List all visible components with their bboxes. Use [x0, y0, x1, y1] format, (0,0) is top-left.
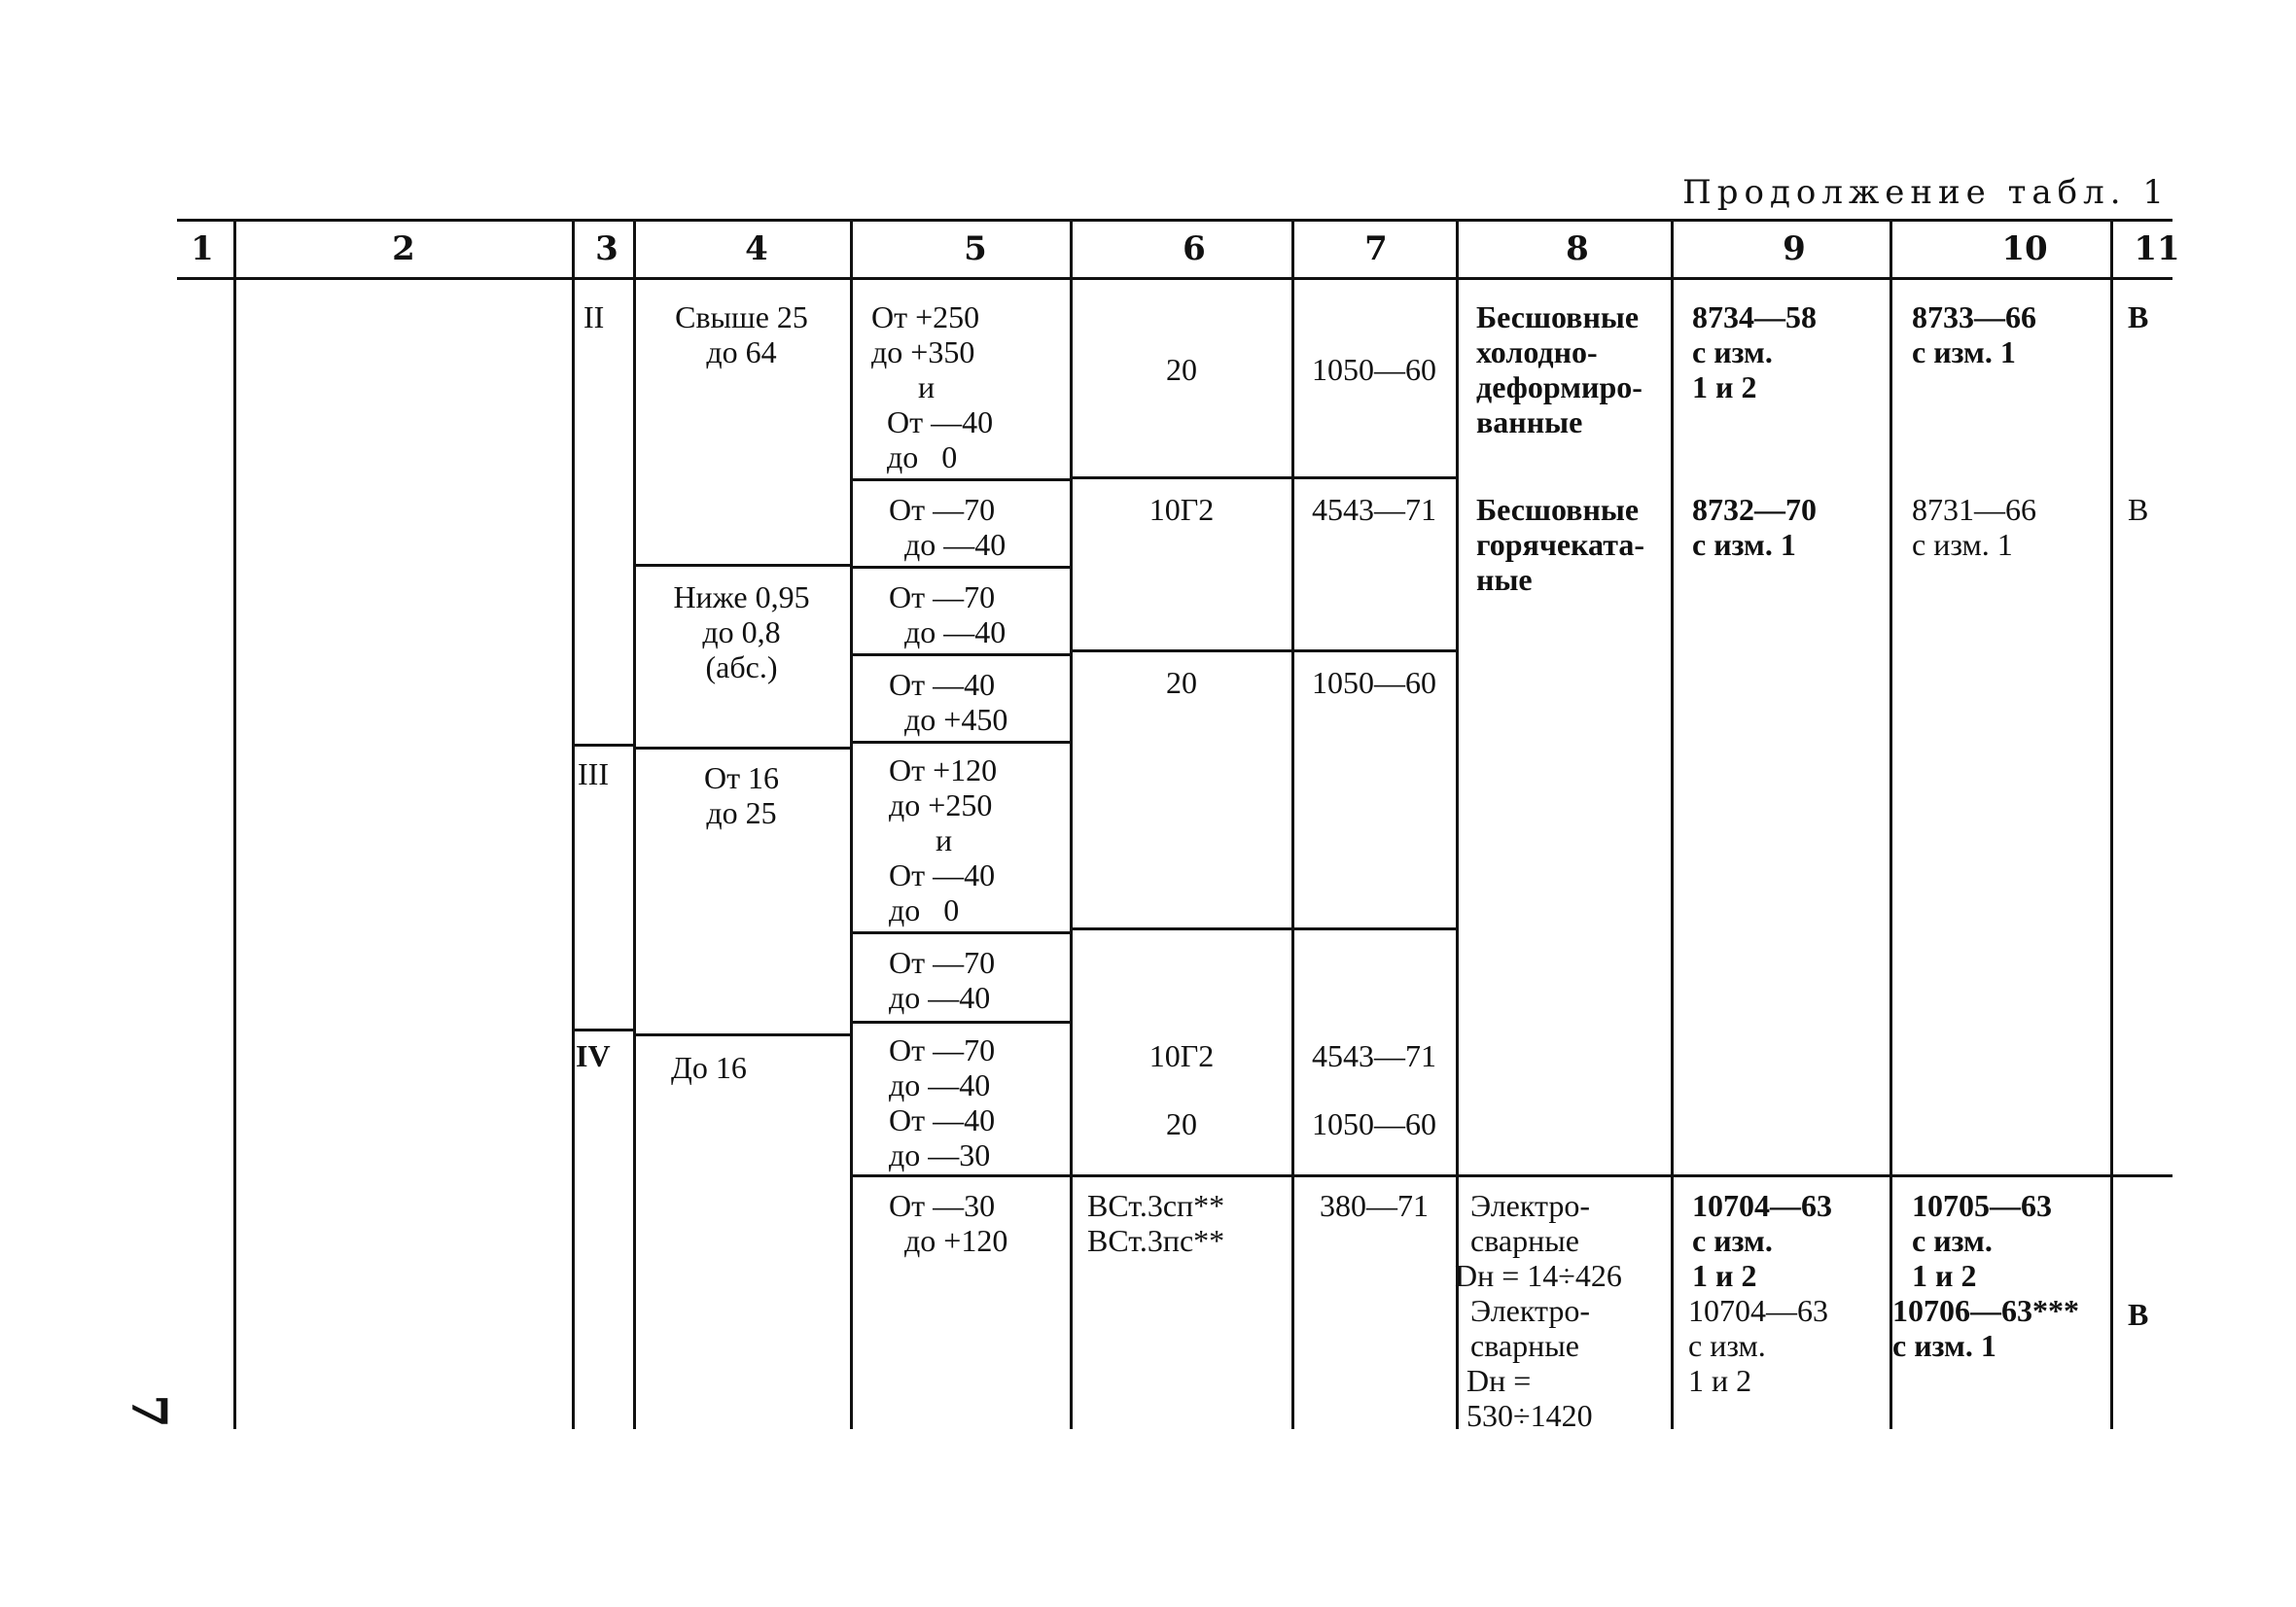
temp-range-a: От +250 до +350 и От —40 до 0 [871, 299, 994, 474]
temp-range-e: От +120 до +250 и От —40 до 0 [889, 752, 998, 927]
header-col-8: 8 [1566, 229, 1589, 268]
steel-grade-g2: 20 [1166, 1106, 1197, 1141]
rule-col3-II-III [572, 744, 633, 747]
pipe-type-h1: Электро- сварные [1470, 1188, 1591, 1258]
steel-grade-b: 10Г2 [1148, 492, 1215, 527]
steel-grade-d: 20 [1166, 665, 1197, 700]
header-bottom-rule [177, 277, 2172, 280]
class-label-III: III [578, 756, 609, 791]
header-top-rule [177, 219, 2172, 222]
rule-col5-e [850, 931, 1070, 934]
col-divider-3-4 [633, 219, 636, 1429]
pressure-range-3: От 16 до 25 [703, 760, 780, 830]
col-divider-5-6 [1070, 219, 1073, 1429]
pipe-type-a: Бесшовные холодно- деформиро- ванные [1476, 299, 1643, 439]
rule-col4-r1 [633, 564, 850, 567]
steel-grade-a: 20 [1166, 352, 1197, 387]
pipe-diameter-h2: Dн = 530÷1420 [1466, 1363, 1593, 1433]
header-col-7: 7 [1364, 229, 1388, 268]
pressure-range-4: До 16 [671, 1050, 747, 1085]
steel-grade-g1: 10Г2 [1148, 1038, 1215, 1073]
steel-standard-h: 380—71 [1320, 1188, 1429, 1223]
page-number: 7 [120, 1394, 178, 1428]
rule-col5-a [850, 478, 1070, 481]
pipe-standard-b: 8732—70 с изм. 1 [1692, 492, 1817, 562]
pressure-range-1: Свыше 25 до 64 [675, 299, 808, 369]
rule-col5-c [850, 653, 1070, 656]
pipe-type-b: Бесшовные горячеката- ные [1476, 492, 1644, 597]
header-col-11: 11 [2134, 229, 2180, 268]
steel-standard-g1: 4543—71 [1312, 1038, 1436, 1073]
group-mark-h: В [2128, 1297, 2149, 1332]
rule-col8-11-h [1456, 1174, 2172, 1177]
header-col-5: 5 [964, 229, 987, 268]
pipe-standard-h1: 10704—63 с изм. 1 и 2 [1692, 1188, 1832, 1293]
table-caption: Продолжение табл. 1 [1682, 173, 2170, 212]
group-mark-b: В [2128, 492, 2149, 527]
steel-standard-d: 1050—60 [1312, 665, 1436, 700]
col-divider-7-8 [1456, 219, 1459, 1429]
header-col-6: 6 [1183, 229, 1206, 268]
rule-col67-e [1070, 927, 1456, 930]
header-col-4: 4 [745, 229, 768, 268]
steel-grade-h: ВСт.3сп** ВСт.3пс** [1087, 1188, 1225, 1258]
temp-range-b: От —70 до —40 [889, 492, 1007, 562]
header-col-10: 10 [2001, 229, 2048, 268]
steel-standard-a: 1050—60 [1312, 352, 1436, 387]
rule-col5-d [850, 741, 1070, 744]
rule-col67-a [1070, 476, 1456, 479]
header-col-2: 2 [392, 229, 415, 268]
class-label-II: II [583, 299, 605, 334]
class-label-IV: IV [576, 1038, 611, 1073]
group-mark-a: В [2128, 299, 2149, 334]
pressure-range-2: Ниже 0,95 до 0,8 (абс.) [673, 579, 810, 684]
col-divider-8-9 [1671, 219, 1674, 1429]
temp-range-h: От —30 до +120 [889, 1188, 1008, 1258]
pipe-standard-h2: 10704—63 с изм. 1 и 2 [1688, 1293, 1828, 1398]
rule-col67-g [1070, 1174, 1456, 1177]
rule-col5-f [850, 1021, 1070, 1024]
pipe-diameter-h1: Dн = 14÷426 [1455, 1258, 1622, 1293]
rule-col5-g [850, 1174, 1070, 1177]
spec-standard-h2: 10706—63*** с изм. 1 [1892, 1293, 2079, 1363]
spec-standard-h1: 10705—63 с изм. 1 и 2 [1912, 1188, 2052, 1293]
temp-range-d: От —40 до +450 [889, 667, 1008, 737]
col-divider-6-7 [1291, 219, 1294, 1429]
rule-col5-b [850, 566, 1070, 569]
header-col-1: 1 [191, 229, 214, 268]
steel-standard-g2: 1050—60 [1312, 1106, 1436, 1141]
rule-col4-r3 [633, 1033, 850, 1036]
temp-range-g: От —70 до —40 От —40 до —30 [889, 1032, 996, 1172]
rule-col4-r2 [633, 747, 850, 750]
col-divider-10-11 [2110, 219, 2113, 1429]
header-col-3: 3 [595, 229, 618, 268]
temp-range-c: От —70 до —40 [889, 579, 1007, 649]
col-divider-4-5 [850, 219, 853, 1429]
pipe-type-h2: Электро- сварные [1470, 1293, 1591, 1363]
spec-standard-a: 8733—66 с изм. 1 [1912, 299, 2036, 369]
steel-standard-b: 4543—71 [1312, 492, 1436, 527]
temp-range-f: От —70 до —40 [889, 945, 996, 1015]
pipe-standard-a: 8734—58 с изм. 1 и 2 [1692, 299, 1817, 404]
col-divider-9-10 [1890, 219, 1892, 1429]
col-divider-1-2 [233, 219, 236, 1429]
rule-col67-b [1070, 649, 1456, 652]
col-divider-2-3 [572, 219, 575, 1429]
spec-standard-b: 8731—66 с изм. 1 [1912, 492, 2036, 562]
header-col-9: 9 [1783, 229, 1806, 268]
rule-col3-III-IV [572, 1029, 633, 1031]
